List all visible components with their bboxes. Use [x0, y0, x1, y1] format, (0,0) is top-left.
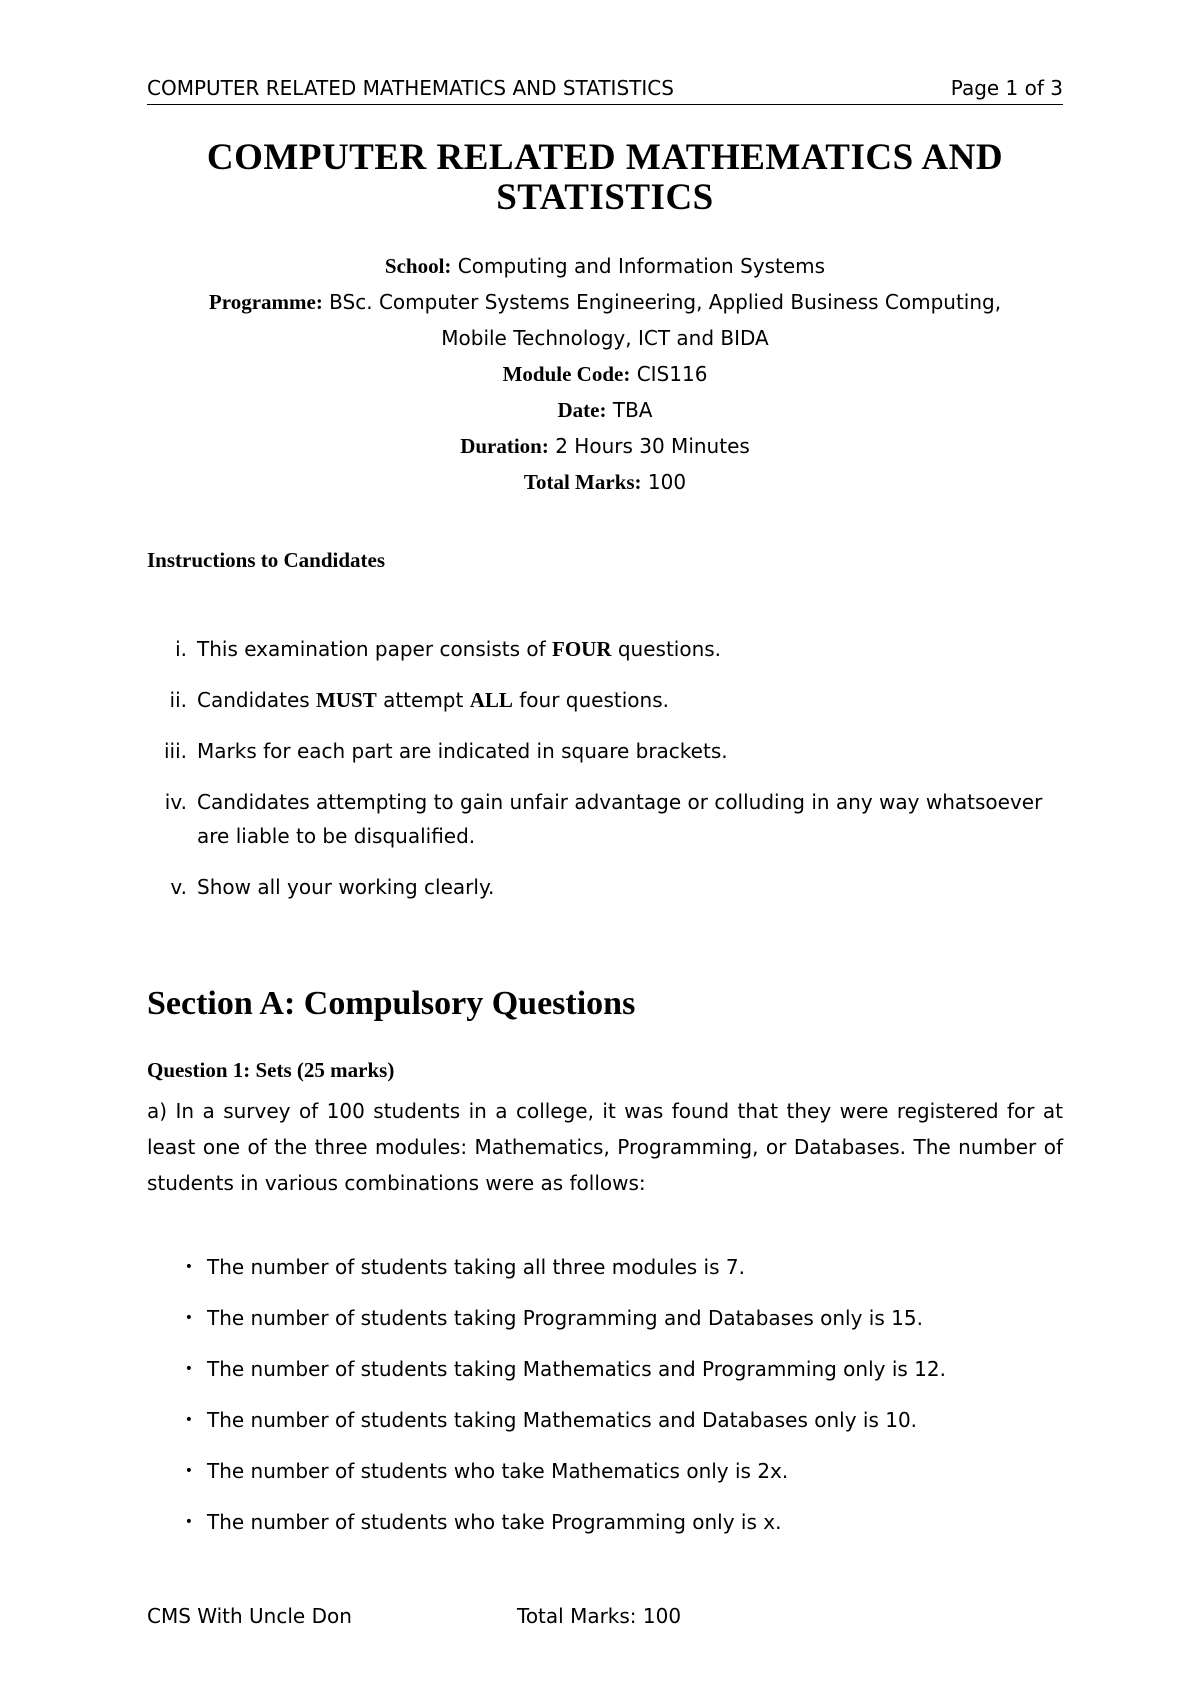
duration-value: 2 Hours 30 Minutes — [555, 434, 750, 458]
total-marks-row — [147, 464, 1063, 500]
list-item — [147, 1250, 1063, 1284]
programme-value-continued: Mobile Technology, ICT and BIDA — [441, 326, 769, 350]
school-label: School: — [384, 254, 452, 278]
list-item-text: The number of students taking all three modules is 7. — [207, 1255, 745, 1279]
list-item-text: The number of students taking Programming and Databases only is 15. — [207, 1306, 923, 1330]
document-title-line-1: COMPUTER RELATED MATHEMATICS AND — [206, 137, 1004, 178]
instruction-text: Marks for each part are indicated in square brackets. — [197, 739, 728, 763]
running-title: COMPUTER RELATED MATHEMATICS AND STATISTICS — [147, 76, 674, 100]
instruction-text-part: Candidates — [197, 688, 317, 712]
instructions-heading: Instructions to Candidates — [147, 548, 386, 572]
date-value: TBA — [612, 398, 653, 422]
page-number: Page 1 of 3 — [950, 76, 1063, 100]
date-label: Date: — [557, 398, 607, 422]
instruction-item — [147, 734, 1063, 768]
instruction-number: iv. — [164, 790, 187, 814]
list-item-text: The number of students who take Mathematics only is 2x. — [207, 1459, 789, 1483]
bullet-icon: • — [184, 1412, 193, 1428]
bullet-icon: • — [184, 1463, 193, 1479]
list-item-text: The number of students taking Mathematics and Programming only is 12. — [207, 1357, 946, 1381]
running-header — [147, 72, 1063, 105]
module-code-label: Module Code: — [502, 362, 631, 386]
bullet-icon: • — [184, 1310, 193, 1326]
total-marks-value: 100 — [647, 470, 687, 494]
list-item — [147, 1505, 1063, 1539]
question-intro: a) In a survey of 100 students in a college, it was found that they were registered for at least one of the three modules: Mathematics, Programming, or Databases. The number of students in various combinations were as follows: — [147, 1099, 1063, 1195]
module-code-value: CIS116 — [636, 362, 708, 386]
duration-label: Duration: — [460, 434, 549, 458]
instruction-item — [147, 870, 1063, 904]
instruction-number: iii. — [163, 739, 187, 763]
school-value: Computing and Information Systems — [457, 254, 826, 278]
instruction-emphasis: MUST — [316, 688, 377, 712]
instruction-text: Candidates attempting to gain unfair advantage or colluding in any way whatsoever are liable to be disqualified. — [197, 790, 1043, 848]
instruction-text — [197, 683, 1063, 717]
question-heading: Question 1: Sets (25 marks) — [147, 1058, 395, 1082]
question-facts-list — [147, 1250, 1063, 1556]
section-heading: Section A: Compulsory Questions — [147, 985, 636, 1022]
instruction-item — [147, 632, 1063, 666]
instruction-text — [197, 632, 1063, 666]
instruction-emphasis: ALL — [469, 688, 513, 712]
instruction-text-part: questions. — [611, 637, 722, 661]
instruction-item — [147, 683, 1063, 717]
instruction-number: v. — [170, 875, 187, 899]
instruction-emphasis: FOUR — [552, 637, 612, 661]
module-code-row — [147, 356, 1063, 392]
programme-value: BSc. Computer Systems Engineering, Applied Business Computing, — [329, 290, 1002, 314]
bullet-icon: • — [184, 1259, 193, 1275]
instruction-text-part: four questions. — [512, 688, 669, 712]
duration-row — [147, 428, 1063, 464]
programme-label: Programme: — [208, 290, 323, 314]
instruction-text: Show all your working clearly. — [197, 875, 495, 899]
list-item — [147, 1301, 1063, 1335]
list-item-text: The number of students taking Mathematics and Databases only is 10. — [207, 1408, 918, 1432]
school-row — [147, 248, 1063, 284]
total-marks-label: Total Marks: — [523, 470, 642, 494]
footer-left: CMS With Uncle Don — [147, 1604, 352, 1628]
document-title — [147, 138, 1063, 218]
instruction-number: i. — [175, 637, 187, 661]
date-row — [147, 392, 1063, 428]
instruction-text-part: This examination paper consists of — [197, 637, 552, 661]
list-item-text: The number of students who take Programming only is x. — [207, 1510, 782, 1534]
instruction-item — [147, 785, 1063, 853]
list-item — [147, 1403, 1063, 1437]
instructions-list — [147, 632, 1063, 921]
bullet-icon: • — [184, 1514, 193, 1530]
footer-total-marks: Total Marks: 100 — [517, 1604, 682, 1628]
list-item — [147, 1352, 1063, 1386]
bullet-icon: • — [184, 1361, 193, 1377]
instruction-number: ii. — [169, 688, 187, 712]
running-footer — [147, 1604, 682, 1628]
list-item — [147, 1454, 1063, 1488]
document-title-line-2: STATISTICS — [496, 177, 714, 218]
programme-row-continued — [147, 320, 1063, 356]
programme-row — [147, 284, 1063, 320]
exam-details — [147, 248, 1063, 500]
instruction-text-part: attempt — [376, 688, 470, 712]
